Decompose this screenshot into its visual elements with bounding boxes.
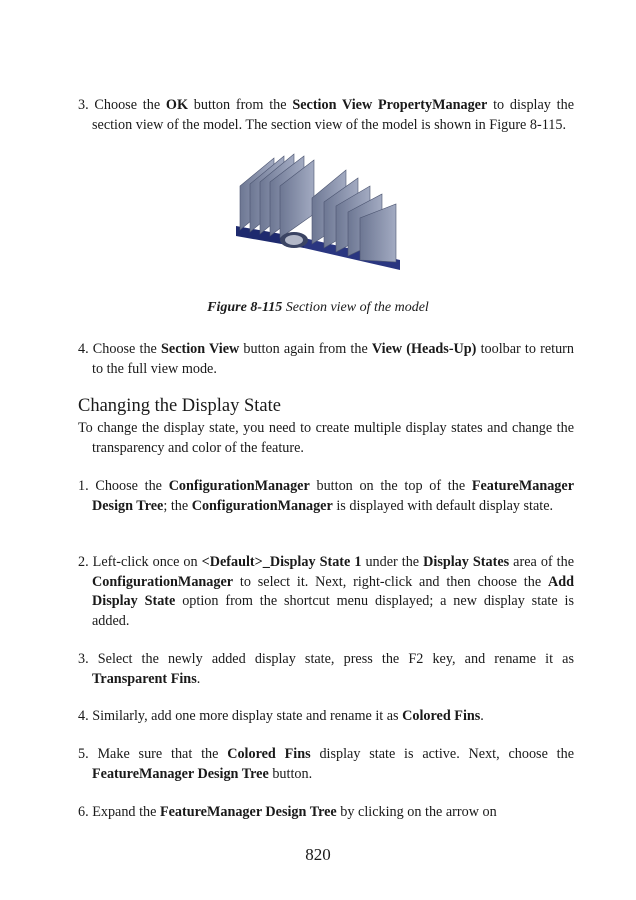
step-text: to display the section view of the model. The section view of the model is shown in Figure 8-115. [92, 97, 575, 133]
page-number: 820 [305, 845, 331, 864]
step-text: 4. Choose the [78, 341, 161, 357]
bold-term: FeatureManager Design Tree [92, 765, 269, 782]
step-text: . [196, 670, 201, 687]
step-text: to select it. Next, right-click and then choose the [233, 573, 548, 590]
section-intro: To change the display state, you need to create multiple display states and change the transparency and color of the feature. [78, 420, 574, 456]
step-text: button on the top of the [309, 478, 472, 494]
section-heading: Changing the Display State [78, 396, 281, 416]
step-1-paragraph [78, 477, 574, 516]
bold-term: Display States [423, 554, 510, 570]
step-text: button again from the [239, 341, 372, 357]
step-3b-paragraph [78, 650, 574, 689]
step-2-paragraph [78, 553, 574, 631]
fin-group-left [240, 154, 314, 238]
bold-term: View (Heads-Up) [371, 341, 477, 357]
step-text: 5. Make sure that the [78, 746, 228, 762]
bold-term: Section View PropertyManager [292, 97, 488, 113]
step-text: 2. Left-click once on [78, 554, 202, 570]
bold-term: Add Display State [92, 573, 574, 609]
step-text: 1. Choose the [78, 478, 169, 494]
bold-term: ConfigurationManager [168, 478, 310, 494]
heat-sink-drawing [228, 152, 408, 284]
step-text: ; the [163, 497, 192, 514]
bold-term: FeatureManager Design Tree [159, 804, 337, 820]
step-text: button. [268, 765, 313, 782]
step-text: by clicking on the arrow on [336, 804, 497, 820]
step-text: button from the [188, 97, 293, 113]
figure-label: Figure 8-115 [207, 300, 283, 315]
step-text: 4. Similarly, add one more display state and rename it as [78, 708, 403, 724]
threaded-hole-inner [285, 235, 303, 245]
step-text: display state is active. Next, choose the [310, 746, 575, 762]
bold-term: OK [165, 97, 188, 113]
step-text: area of the [509, 554, 574, 570]
step-4b-paragraph [78, 707, 574, 727]
step-text: under the [361, 554, 424, 570]
step-text: . [480, 708, 484, 724]
step-4-paragraph [78, 340, 574, 379]
step-text: option from the shortcut menu displayed; a new display state is added. [92, 593, 575, 629]
bold-term: ConfigurationManager [191, 497, 333, 514]
step-text: is displayed with default display state. [332, 497, 554, 514]
step-text: 6. Expand the [78, 804, 160, 820]
figure-caption [0, 300, 636, 316]
step-text: toolbar to return to the full view mode. [92, 341, 574, 377]
bold-term: Section View [161, 341, 240, 357]
bold-term: ConfigurationManager [92, 573, 234, 590]
heat-sink-section-view-image [228, 152, 408, 284]
step-6-paragraph [78, 803, 574, 823]
step-text: 3. Select the newly added display state, press the F2 key, and rename it as [78, 651, 574, 667]
bold-term: Colored Fins [227, 746, 311, 762]
step-3-paragraph [78, 96, 574, 135]
bold-term: Transparent Fins [92, 670, 197, 687]
figure-caption-text: Section view of the model [282, 300, 429, 315]
step-text: 3. Choose the [78, 97, 166, 113]
step-5-paragraph [78, 745, 574, 784]
bold-term: FeatureManager Design Tree [92, 478, 574, 514]
bold-term: <Default>_Display State 1 [201, 554, 362, 570]
bold-term: Colored Fins [402, 708, 481, 724]
